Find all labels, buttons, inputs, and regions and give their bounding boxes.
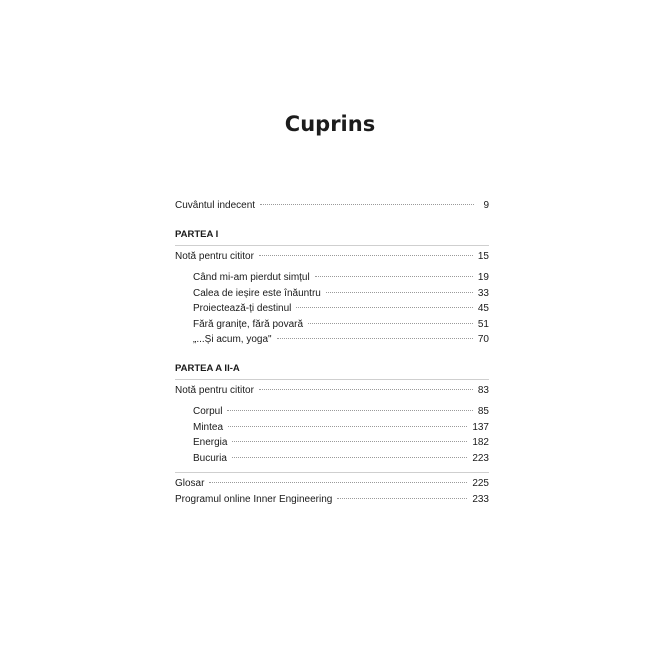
dot-leader	[277, 338, 473, 339]
dot-leader	[227, 410, 472, 411]
divider	[175, 245, 489, 246]
divider	[175, 379, 489, 380]
divider	[175, 472, 489, 473]
dot-leader	[326, 292, 473, 293]
toc-entry[interactable]	[175, 249, 489, 265]
toc-entry-label: Calea de ieșire este înăuntru	[193, 287, 321, 299]
toc-entry-page: 51	[477, 318, 489, 330]
toc-entry-page: 233	[472, 493, 489, 505]
dot-leader	[232, 441, 467, 442]
dot-leader	[232, 457, 467, 458]
toc-entry-page: 83	[477, 384, 489, 396]
toc-entry-page: 45	[477, 303, 489, 314]
toc-entry-label: Proiectează-ți destinul	[193, 303, 292, 314]
toc-entry-page: 9	[483, 200, 489, 211]
toc-entry-label: Mintea	[193, 421, 224, 433]
toc-entry-label: Corpul	[193, 406, 223, 417]
toc-entry-label: Cuvântul indecent	[175, 200, 256, 211]
toc-entry-label: Bucuria	[193, 452, 227, 464]
toc-entry[interactable]	[175, 435, 489, 451]
toc-entry-page: 182	[472, 437, 489, 448]
toc-entry[interactable]	[175, 383, 489, 399]
toc-entry[interactable]	[175, 451, 489, 467]
toc-entry-page: 223	[472, 452, 489, 464]
toc-entry[interactable]	[175, 492, 489, 508]
toc-entry-page: 70	[477, 334, 489, 345]
toc-entry-page: 19	[477, 272, 489, 283]
toc-entry[interactable]	[175, 332, 489, 348]
toc-entry-label: Programul online Inner Engineering	[175, 493, 333, 505]
toc-entry[interactable]	[175, 476, 489, 492]
dot-leader	[308, 323, 473, 324]
dot-leader	[259, 389, 473, 390]
dot-leader	[315, 276, 473, 277]
dot-leader	[337, 498, 467, 499]
part-heading: PARTEA A II-A	[175, 362, 240, 374]
toc-entry-page: 225	[472, 478, 489, 489]
toc-entry[interactable]	[175, 420, 489, 436]
toc-entry-label: „...Și acum, yoga"	[193, 334, 272, 345]
toc-entry-page: 85	[477, 406, 489, 417]
toc-entry[interactable]	[175, 301, 489, 317]
dot-leader	[260, 204, 474, 205]
page-title: Cuprins	[284, 112, 376, 136]
toc-entry-page: 137	[472, 421, 489, 433]
toc-entry[interactable]	[175, 404, 489, 420]
toc-entry-label: Glosar	[175, 478, 205, 489]
toc-entry-page: 33	[477, 287, 489, 299]
toc-entry-label: Când mi-am pierdut simțul	[193, 272, 310, 283]
dot-leader	[209, 482, 467, 483]
toc-entry[interactable]	[175, 198, 489, 214]
dot-leader	[296, 307, 472, 308]
toc-entry-label: Fără granițe, fără povară	[193, 318, 304, 330]
toc-entry[interactable]	[175, 286, 489, 302]
dot-leader	[259, 255, 473, 256]
dot-leader	[228, 426, 467, 427]
part-heading: PARTEA I	[175, 228, 219, 240]
toc-entry-page: 15	[477, 250, 489, 262]
toc-entry-label: Energia	[193, 437, 228, 448]
toc-entry[interactable]	[175, 317, 489, 333]
toc-entry[interactable]	[175, 270, 489, 286]
table-of-contents	[175, 198, 489, 507]
toc-entry-label: Notă pentru cititor	[175, 384, 254, 396]
toc-entry-label: Notă pentru cititor	[175, 250, 254, 262]
